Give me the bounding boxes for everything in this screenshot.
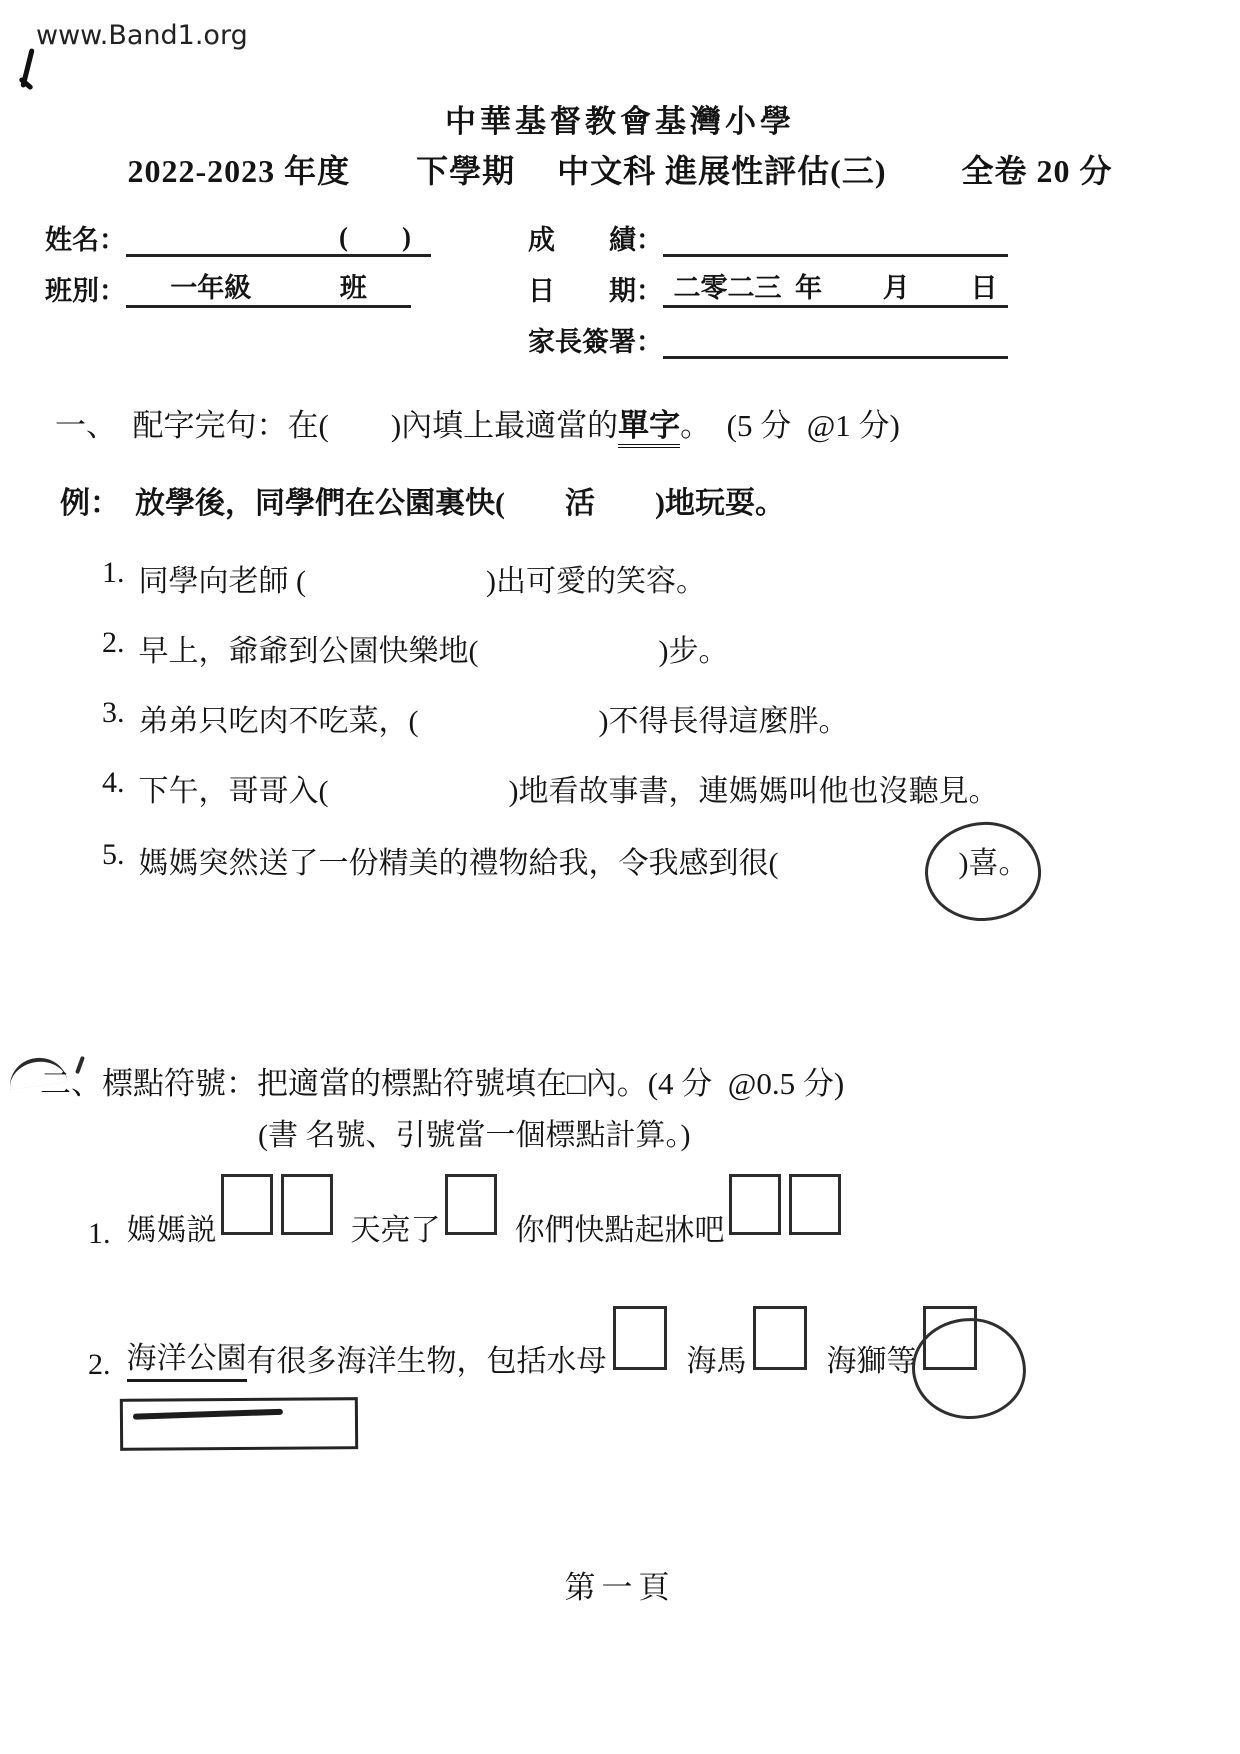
punctuation-box bbox=[789, 1174, 841, 1235]
question-text-segment: 媽媽説 bbox=[126, 1214, 217, 1247]
question-text-segment: 你們快點起牀吧 bbox=[514, 1214, 725, 1247]
punctuation-box bbox=[753, 1306, 807, 1370]
punctuation-box bbox=[281, 1174, 333, 1235]
section1-question-1 bbox=[102, 556, 706, 600]
example-text: 放學後，同學們在公園裏快( 活 )地玩耍。 bbox=[105, 487, 785, 520]
parent-sign-blank-field bbox=[663, 320, 1008, 359]
exam-title-line: 2022-2023 年度 下學期 中文科 進展性評估(三) 全卷 20 分 bbox=[127, 153, 1113, 189]
school-title: 中華基督教會基灣小學 bbox=[445, 104, 795, 139]
score-row bbox=[528, 218, 1008, 257]
student-info-block bbox=[45, 218, 431, 320]
name-label: 姓名： bbox=[45, 225, 126, 255]
question-text-segment: 海獅等 bbox=[826, 1345, 917, 1378]
question-number: 5. bbox=[102, 838, 125, 871]
date-row bbox=[528, 269, 1008, 308]
punctuation-box bbox=[729, 1174, 781, 1235]
score-info-block bbox=[528, 218, 1008, 371]
score-label: 成 績： bbox=[528, 225, 663, 255]
section1-question-2 bbox=[102, 626, 728, 670]
page-number: 第一頁 bbox=[564, 1570, 676, 1605]
question-number: 1. bbox=[88, 1217, 111, 1250]
date-label: 日 期： bbox=[528, 276, 663, 306]
section2-heading: 二、標點符號：把適當的標點符號填在□內。(4 分 @0.5 分) bbox=[40, 1066, 845, 1101]
question-text: 同學向老師 ( )出可愛的笑容。 bbox=[138, 565, 706, 598]
section1-question-5 bbox=[102, 838, 1028, 882]
section1-heading-keyword: 單字 bbox=[618, 408, 680, 448]
name-blank-field bbox=[126, 218, 431, 257]
date-blank-field: 二零二三 年 月 日 bbox=[663, 269, 1008, 308]
class-grade-text: 一年級 bbox=[170, 273, 252, 303]
book-title-mark-box bbox=[120, 1397, 358, 1451]
parent-sign-label: 家長簽署： bbox=[528, 327, 663, 357]
pen-stroke-icon bbox=[133, 1409, 283, 1420]
section1-question-3 bbox=[102, 696, 848, 740]
question-text-segment: 天亮了 bbox=[350, 1214, 441, 1247]
question-number: 2. bbox=[102, 626, 125, 659]
section1-heading-suffix: 。 (5 分 @1 分) bbox=[680, 408, 900, 443]
question-text-underlined: 海洋公園 bbox=[127, 1333, 247, 1382]
question-number: 4. bbox=[102, 766, 125, 799]
class-suffix-text: 班 bbox=[339, 273, 367, 303]
question-number: 2. bbox=[88, 1348, 111, 1381]
parent-sign-row bbox=[528, 320, 1008, 359]
section2-question-1 bbox=[88, 1190, 845, 1251]
punctuation-box bbox=[221, 1174, 273, 1235]
checkmark-pen-icon bbox=[16, 48, 50, 90]
punctuation-box bbox=[445, 1174, 497, 1235]
section1-question-4 bbox=[102, 766, 998, 810]
question-text: 媽媽突然送了一份精美的禮物給我，令我感到很( )喜。 bbox=[138, 847, 1029, 880]
class-row bbox=[45, 269, 431, 308]
punctuation-box bbox=[613, 1306, 667, 1370]
section1-example bbox=[60, 478, 785, 522]
question-text-segment: 有很多海洋生物，包括水母 bbox=[246, 1345, 607, 1378]
question-text: 早上，爺爺到公園快樂地( )步。 bbox=[138, 635, 729, 668]
section2-question-2 bbox=[88, 1318, 983, 1382]
name-paren: ( ) bbox=[339, 222, 411, 252]
section1-heading bbox=[55, 400, 900, 445]
name-row bbox=[45, 218, 431, 257]
question-number: 3. bbox=[102, 696, 125, 729]
class-blank-field bbox=[126, 269, 411, 308]
watermark-url: www.Band1.org bbox=[36, 20, 248, 51]
question-text: 下午，哥哥入( )地看故事書，連媽媽叫他也沒聽見。 bbox=[138, 775, 999, 808]
section1-heading-prefix: 一、 配字完句：在( )內填上最適當的 bbox=[55, 408, 619, 443]
example-label: 例： bbox=[60, 487, 105, 520]
question-number: 1. bbox=[102, 556, 125, 589]
score-blank-field bbox=[663, 218, 1008, 257]
question-text-segment: 海馬 bbox=[686, 1345, 747, 1378]
section2-note: (書 名號、引號當一個標點計算。) bbox=[258, 1119, 691, 1152]
score-circle-section1 bbox=[922, 819, 1043, 924]
class-label: 班別： bbox=[45, 276, 126, 306]
question-text: 弟弟只吃肉不吃菜，( )不得長得這麼胖。 bbox=[138, 705, 849, 738]
